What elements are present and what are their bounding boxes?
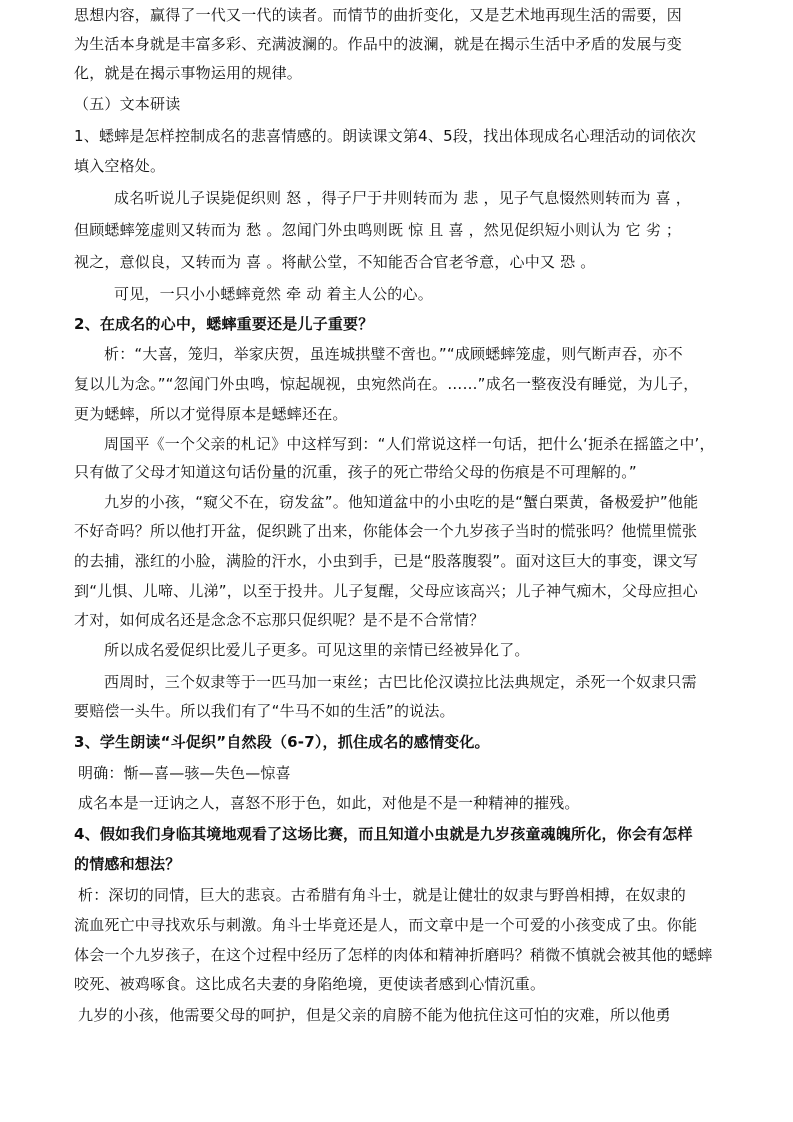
paragraph-line: 复以儿为念。”“忽闻门外虫鸣，惊起觇视，虫宛然尚在。……”成名一整夜没有睡觉，为儿子， [74, 375, 699, 393]
paragraph-line: 成名本是一迂讷之人，喜怒不形于色，如此，对他是不是一种精神的摧残。 [78, 794, 580, 812]
paragraph-line: 要赔偿一头牛。所以我们有了“牛马不如的生活”的说法。 [74, 702, 455, 720]
paragraph-line: 才对，如何成名还是念念不忘那只促织呢？是不是不合常情？ [74, 611, 485, 629]
section-heading: （五）文本研读 [74, 95, 181, 113]
paragraph-line: 九岁的小孩，“窥父不在，窃发盆”。他知道盆中的小虫吃的是“蟹白栗黄，备极爱护”他能 [104, 493, 699, 511]
paragraph-line: 可见，一只小小蟋蟀竟然 牵 动 着主人公的心。 [114, 285, 433, 303]
question-line: 的情感和想法？ [74, 855, 181, 873]
paragraph-line: 化，就是在揭示事物运用的规律。 [74, 64, 303, 82]
paragraph-line: 体会一个九岁孩子，在这个过程中经历了怎样的肉体和精神折磨吗？稍微不慎就会被其他的蟋蟀 [74, 946, 713, 964]
fill-in-line: 视之，意似良，又转而为 喜 。将献公堂，不知能否合官老爷意，心中又 恐 。 [74, 253, 596, 271]
paragraph-line: 咬死、被鸡啄食。这比成名夫妻的身陷绝境，更使读者感到心情沉重。 [74, 975, 546, 993]
paragraph-line: 西周时，三个奴隶等于一匹马加一束丝；古巴比伦汉谟拉比法典规定，杀死一个奴隶只需 [104, 673, 697, 691]
paragraph-line: 不好奇吗？所以他打开盆，促织跳了出来，你能体会一个九岁孩子当时的慌张吗？他慌里慌张 [74, 522, 698, 540]
paragraph-line: 所以成名爱促织比爱儿子更多。可见这里的亲情已经被异化了。 [104, 641, 530, 659]
fill-in-line: 但顾蟋蟀笼虚则又转而为 愁 。忽闻门外虫鸣则既 惊 且 喜 ，然见促织短小则认为 它 劣 ； [74, 221, 682, 239]
answer-line: 明确：惭—喜—骇—失色—惊喜 [78, 764, 291, 782]
paragraph-line: 九岁的小孩，他需要父母的呵护，但是父亲的肩膀不能为他抗住这可怕的灾难，所以他勇 [78, 1006, 671, 1024]
paragraph-line: 到“儿惧、儿啼、儿涕”，以至于投井。儿子复醒，父母应该高兴；儿子神气痴木，父母应担心 [74, 582, 698, 600]
question-line: 填入空格处。 [74, 157, 166, 175]
question-line: 3、学生朗读“斗促织”自然段（6-7），抓住成名的感情变化。 [74, 733, 490, 751]
fill-in-line: 成名听说儿子误毙促织则 怒 ，得子尸于井则转而为 悲 ，见子气息惙然则转而为 喜 ， [114, 189, 692, 207]
question-line: 4、假如我们身临其境地观看了这场比赛，而且知道小虫就是九岁孩童魂魄所化，你会有怎样 [74, 825, 693, 843]
paragraph-line: 析：深切的同情，巨大的悲哀。古希腊有角斗士，就是让健壮的奴隶与野兽相搏，在奴隶的 [78, 886, 687, 904]
question-line: 2、在成名的心中，蟋蟀重要还是儿子重要？ [74, 315, 374, 333]
paragraph-line: 只有做了父母才知道这句话份量的沉重，孩子的死亡带给父母的伤痕是不可理解的。” [74, 463, 637, 481]
question-line: 1、蟋蟀是怎样控制成名的悲喜情感的。朗读课文第4、5段，找出体现成名心理活动的词依次 [74, 127, 697, 145]
paragraph-line: 更为蟋蟀，所以才觉得原本是蟋蟀还在。 [74, 405, 348, 423]
paragraph-line: 析：“大喜，笼归，举家庆贺，虽连城拱璧不啻也。”“成顾蟋蟀笼虚，则气断声吞，亦不 [104, 345, 683, 363]
paragraph-line: 思想内容，赢得了一代又一代的读者。而情节的曲折变化，又是艺术地再现生活的需要，因 [74, 6, 683, 24]
paragraph-line: 流血死亡中寻找欢乐与刺激。角斗士毕竟还是人，而文章中是一个可爱的小孩变成了虫。你能 [74, 916, 698, 934]
paragraph-line: 为生活本身就是丰富多彩、充满波澜的。作品中的波澜，就是在揭示生活中矛盾的发展与变 [74, 35, 683, 53]
paragraph-line: 的去捕，涨红的小脸，满脸的汗水，小虫到手，已是“股落腹裂”。面对这巨大的事变，课文写 [74, 552, 698, 570]
paragraph-line: 周国平《一个父亲的札记》中这样写到：“人们常说这样一句话，把什么‘扼杀在摇篮之中’， [104, 435, 715, 453]
